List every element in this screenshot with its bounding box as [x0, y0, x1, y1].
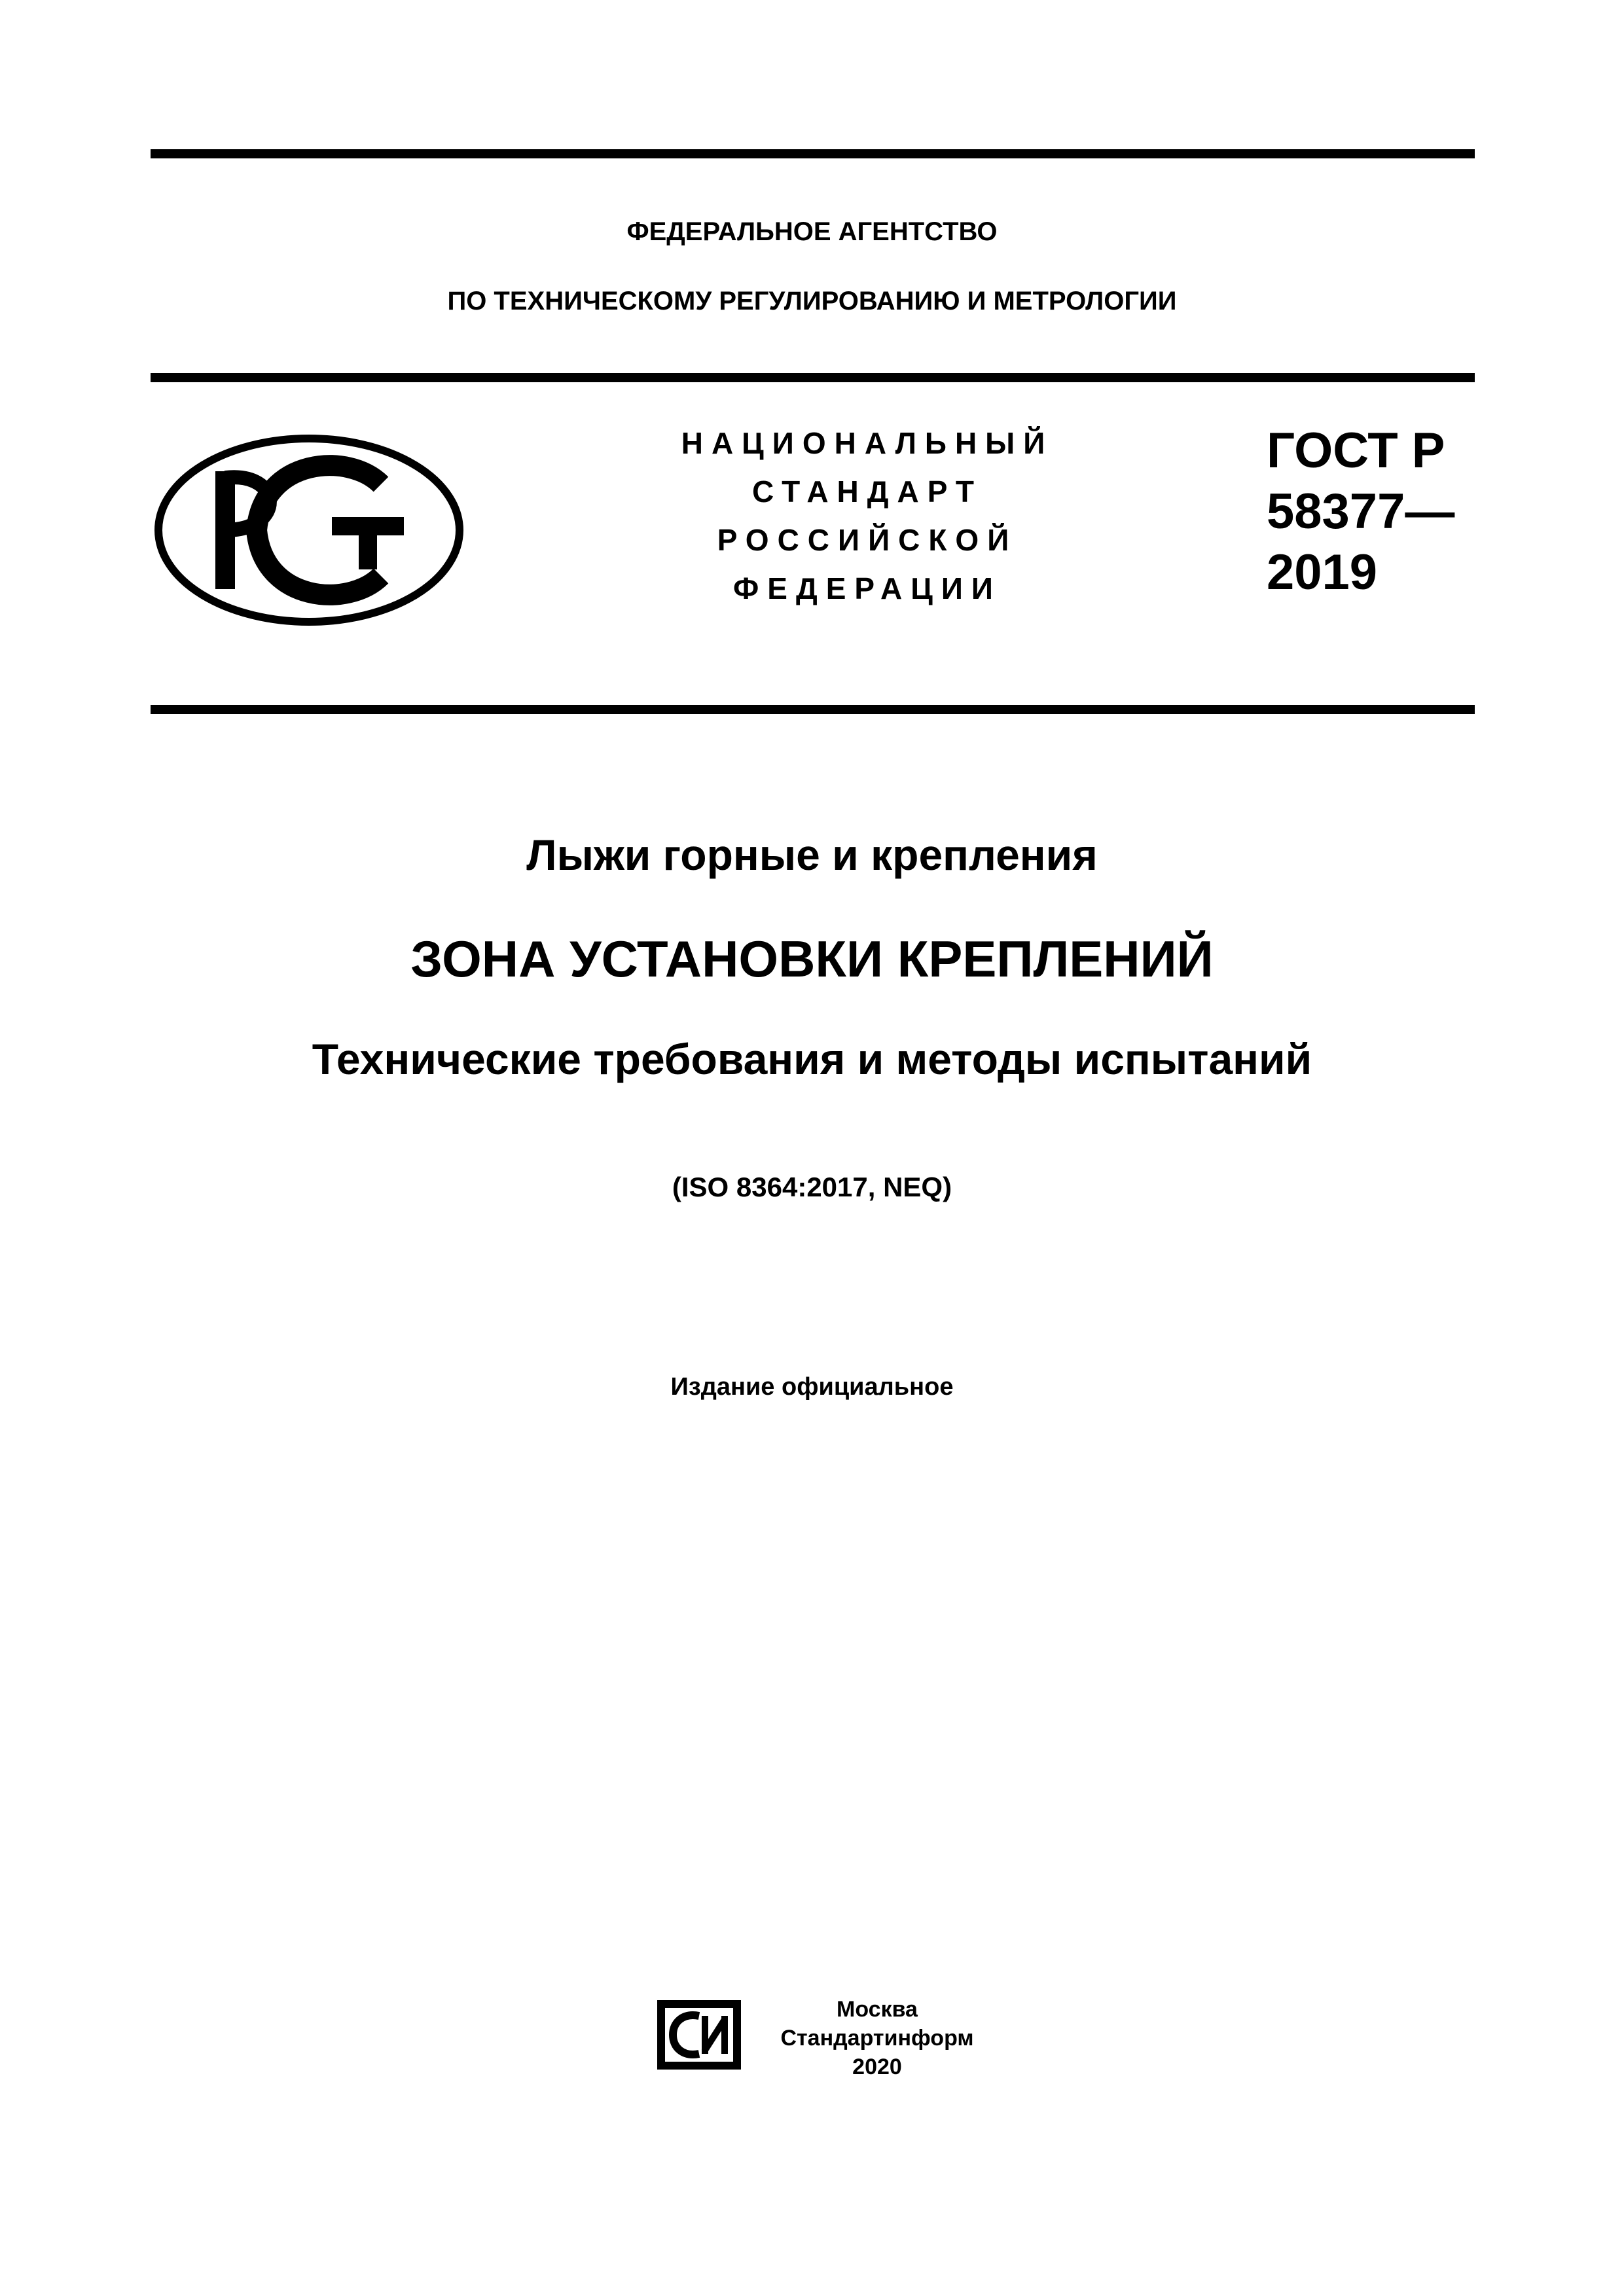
standard-designation [1267, 420, 1483, 603]
document-title-main: ЗОНА УСТАНОВКИ КРЕПЛЕНИЙ [410, 930, 1214, 988]
agency-name-line-1: ФЕДЕРАЛЬНОЕ АГЕНТСТВО [626, 217, 998, 246]
standard-type-block [615, 419, 1119, 613]
standartinform-logo-icon [653, 1996, 745, 2073]
standard-type-line: НАЦИОНАЛЬНЫЙ [681, 426, 1054, 460]
designation-line-2: 58377— [1267, 484, 1455, 539]
edition-label: Издание официальное [670, 1373, 954, 1401]
header-rule [151, 373, 1475, 382]
publisher-name: Стандартинформ [780, 2026, 974, 2051]
publisher-city: Москва [837, 1997, 918, 2022]
standard-type-line: РОССИЙСКОЙ [717, 523, 1018, 557]
top-rule [151, 149, 1475, 158]
rst-logo-icon [152, 432, 466, 628]
agency-name-line-2: ПО ТЕХНИЧЕСКОМУ РЕГУЛИРОВАНИЮ И МЕТРОЛОГИИ [447, 287, 1177, 315]
standard-type-line: ФЕДЕРАЦИИ [733, 571, 1001, 605]
title-rule [151, 705, 1475, 714]
standard-type-line: СТАНДАРТ [752, 475, 983, 509]
publication-year: 2020 [852, 2054, 902, 2079]
publisher-block [769, 1995, 985, 2081]
document-title-sub: Технические требования и методы испытаний [312, 1035, 1312, 1083]
document-title-group: Лыжи горные и крепления [526, 831, 1098, 879]
international-reference: (ISO 8364:2017, NEQ) [672, 1172, 952, 1202]
designation-line-3: 2019 [1267, 545, 1378, 600]
designation-line-1: ГОСТ Р [1267, 423, 1445, 478]
